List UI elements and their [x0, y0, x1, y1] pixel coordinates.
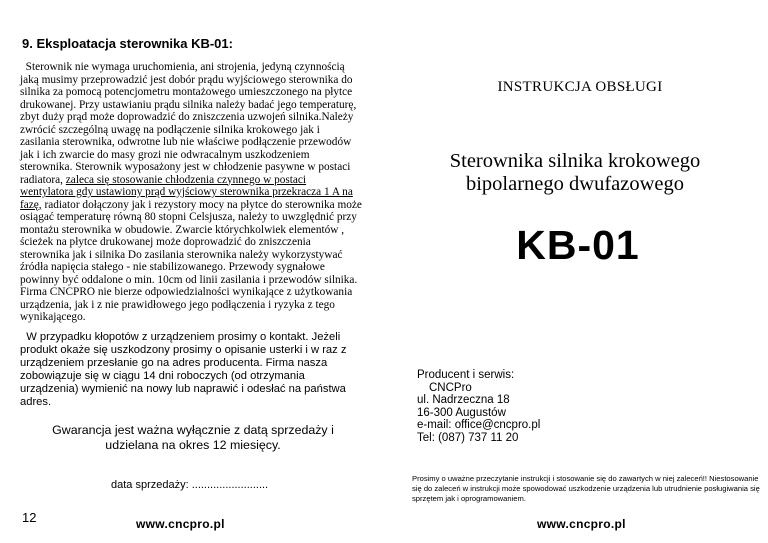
producer-phone: Tel: (087) 737 11 20: [417, 431, 519, 444]
operation-body-text: [20, 61, 362, 324]
warranty-text: Gwarancja jest ważna wyłącznie z datą sprzedaży i udzielana na okres 12 miesięcy.: [52, 423, 334, 452]
producer-info: [417, 369, 540, 445]
producer-email[interactable]: e-mail: office@cncpro.pl: [417, 419, 541, 432]
page-number: 12: [22, 510, 37, 525]
usage-notice: Prosimy o uważne przeczytanie instrukcji i stosowanie się do zawartych w niej zaleceń!! Niestosowanie się do zaleceń w instrukcji może spowodować uszkodzenie urządzenia lub utrudnienie posługiwania się sprzętem jak i oprogramowaniem.: [412, 474, 760, 503]
body-text-underlined: zaleca się stosowanie chłodzenia czynnego w postaci wentylatora gdy ustawiony prąd wyjściowy sterownika przekracza 1 A na fazę,: [20, 173, 353, 211]
website-url-right[interactable]: www.cncpro.pl: [537, 517, 626, 531]
product-title-line-2: bipolarnego dwufazowego: [465, 173, 685, 195]
contact-text: W przypadku kłopotów z urządzeniem prosimy o kontakt. Jeżeli produkt okaże się uszkodzony prosimy o opisanie usterki i w raz z urządzeniem przesłanie go na adres producenta. Firma nasza zobowiązuje się w ciągu 14 dni roboczych (od otrzymania urządzenia) wymienić na nowy lub naprawić i odesłać na państwa adres.: [20, 331, 347, 408]
producer-street: ul. Nadrzeczna 18: [417, 394, 510, 407]
body-text-part-2: radiator dołączony jak i rezystory mocy na płytce do sterownika może osiągać temperaturę równą 80 stopni Celsjusza, należy to uwzględnić przy montażu sterownika w obudowie. Zwarcie którychkolwiek elementów , ścieżek na płytce drukowanej może doprowadzić do zniszczenia sterownika jak i silnika Do zasilania sterownika należy wykorzystywać źródła napięcia stałego - nie stabilizowanego. Przewody sygnałowe powinny być oddalone o min. 10cm od linii zasilania i przewodów silnika. Firma CNCPRO nie bierze odpowiedzialności wynikające z użytkowania urządzenia, jak i z nie prawidłowego jego podłączenia i ryzyka z tego wynikającego.: [20, 198, 362, 323]
model-code: KB-01: [516, 222, 640, 268]
product-title-line-1: Sterownika silnika krokowego: [449, 150, 701, 172]
body-text-part-1: Sterownik nie wymaga uruchomienia, ani strojenia, jedyną czynnością jaką musimy przeprowadzić jest dobór prądu wyjściowego sterownika do silnika za pomocą potencjometru montażowego umieszczonego na płytce drukowanej. Przy ustawianiu prądu silnika należy badać jego temperaturę, zbyt duży prąd może doprowadzić do zniszczenia uzwojeń silnika.Należy zwrócić szczególną uwagę na podłączenie silnika krokowego jak i zasilania sterownika, odwrotne lub nie właściwe podłączenie przewodów jak i ich zwarcie do masy grozi nie odwracalnym uszkodzeniem sterownika. Sterownik wyposażony jest w chłodzenie pasywne w postaci radiatora,: [20, 61, 357, 186]
sale-date-field: data sprzedaży: .........................: [111, 479, 269, 491]
producer-heading: Producent i serwis:: [417, 369, 515, 381]
contact-paragraph: [20, 331, 365, 408]
section-title: 9. Eksploatacja sterownika KB-01:: [22, 36, 233, 51]
product-title: [405, 150, 745, 196]
website-url-left[interactable]: www.cncpro.pl: [136, 517, 225, 531]
producer-city: 16-300 Augustów: [417, 406, 506, 419]
instructions-label: INSTRUKCJA OBSŁUGI: [497, 79, 663, 95]
producer-name: CNCPro: [429, 381, 472, 394]
